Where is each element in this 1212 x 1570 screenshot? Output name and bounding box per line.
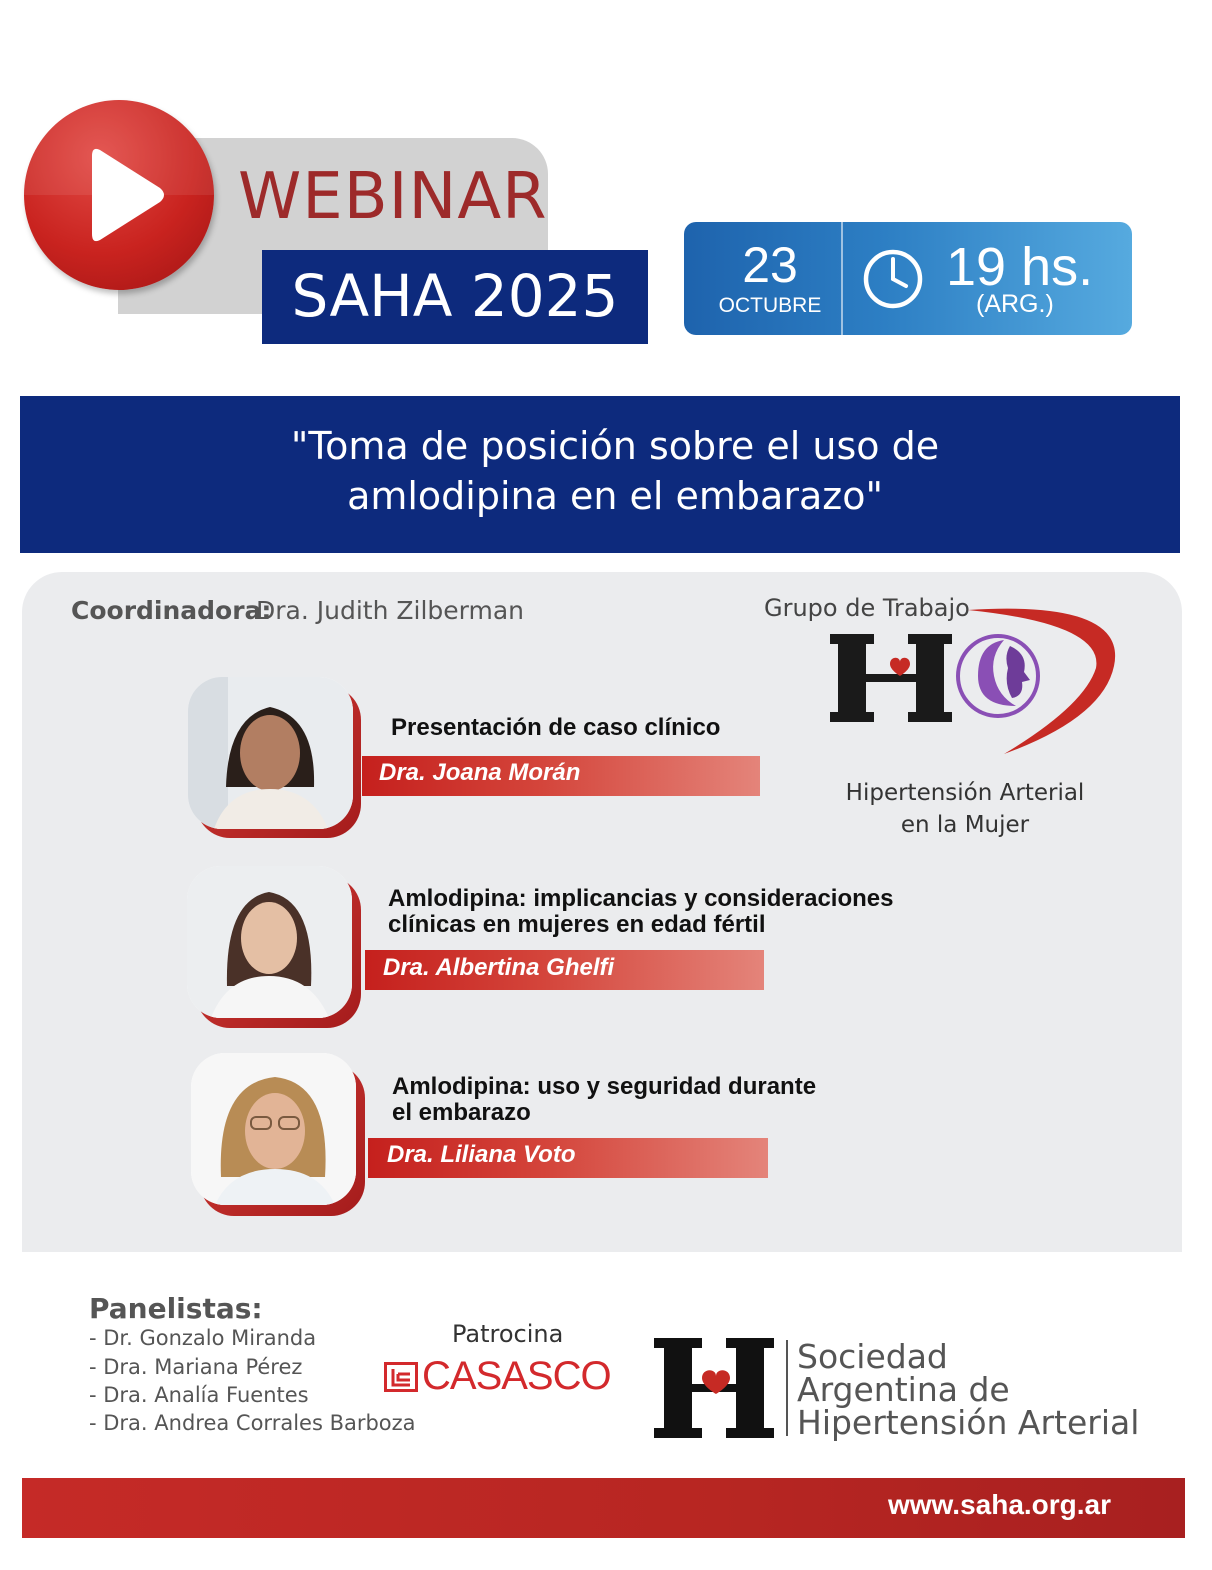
speaker-name: Dra. Joana Morán: [379, 759, 581, 786]
society-name-line-2: Argentina de: [797, 1370, 1010, 1409]
working-group-label: Grupo de Trabajo: [764, 594, 970, 622]
talk-title-line-2: clínicas en mujeres en edad fértil: [388, 911, 766, 938]
sponsor-name: CASASCO: [422, 1354, 611, 1398]
speaker-photo: [188, 677, 353, 829]
webinar-title-line-1: "Toma de posición sobre el uso de: [290, 424, 940, 468]
talk-title-line-1: Amlodipina: uso y seguridad durante: [392, 1073, 817, 1100]
panelist-item: - Dra. Analía Fuentes: [89, 1383, 309, 1407]
speaker-name: Dra. Albertina Ghelfi: [383, 954, 615, 981]
panelists-label: Panelistas:: [89, 1292, 263, 1325]
saha-logo: [652, 1336, 776, 1440]
panelist-item: - Dr. Gonzalo Miranda: [89, 1326, 317, 1350]
event-day: 23: [742, 237, 798, 293]
event-month: OCTUBRE: [718, 294, 822, 317]
website-link[interactable]: www.saha.org.ar: [888, 1489, 1112, 1520]
coordinator-name: Dra. Judith Zilberman: [256, 596, 524, 625]
date-divider: [841, 222, 843, 335]
clock-icon: [862, 248, 924, 310]
logo-separator: [786, 1340, 788, 1436]
webinar-title-line-2: amlodipina en el embarazo": [347, 474, 883, 518]
event-time: 19 hs.: [946, 237, 1094, 297]
working-group-name-line-1: Hipertensión Arterial: [845, 780, 1085, 806]
speaker-photo: [187, 866, 352, 1018]
talk-title-line-1: Amlodipina: implicancias y consideraciones: [388, 885, 894, 912]
event-label: SAHA 2025: [291, 262, 619, 330]
speaker-name: Dra. Liliana Voto: [387, 1141, 576, 1168]
panelist-item: - Dra. Andrea Corrales Barboza: [89, 1411, 416, 1435]
talk-title: Presentación de caso clínico: [391, 714, 721, 741]
play-icon: [24, 100, 214, 290]
working-group-logo: [828, 606, 1128, 766]
working-group-name-line-2: en la Mujer: [900, 812, 1030, 838]
society-name-line-1: Sociedad: [797, 1337, 948, 1376]
webinar-label: WEBINAR: [238, 160, 548, 234]
casasco-logo-icon: [384, 1362, 418, 1392]
coordinator-label: Coordinadora:: [71, 596, 272, 625]
talk-title-line-2: el embarazo: [392, 1099, 531, 1126]
sponsor-label: Patrocina: [452, 1320, 564, 1348]
society-name-line-3: Hipertensión Arterial: [797, 1403, 1140, 1442]
panelist-item: - Dra. Mariana Pérez: [89, 1355, 303, 1379]
event-timezone: (ARG.): [976, 290, 1054, 318]
speaker-photo: [191, 1053, 356, 1205]
